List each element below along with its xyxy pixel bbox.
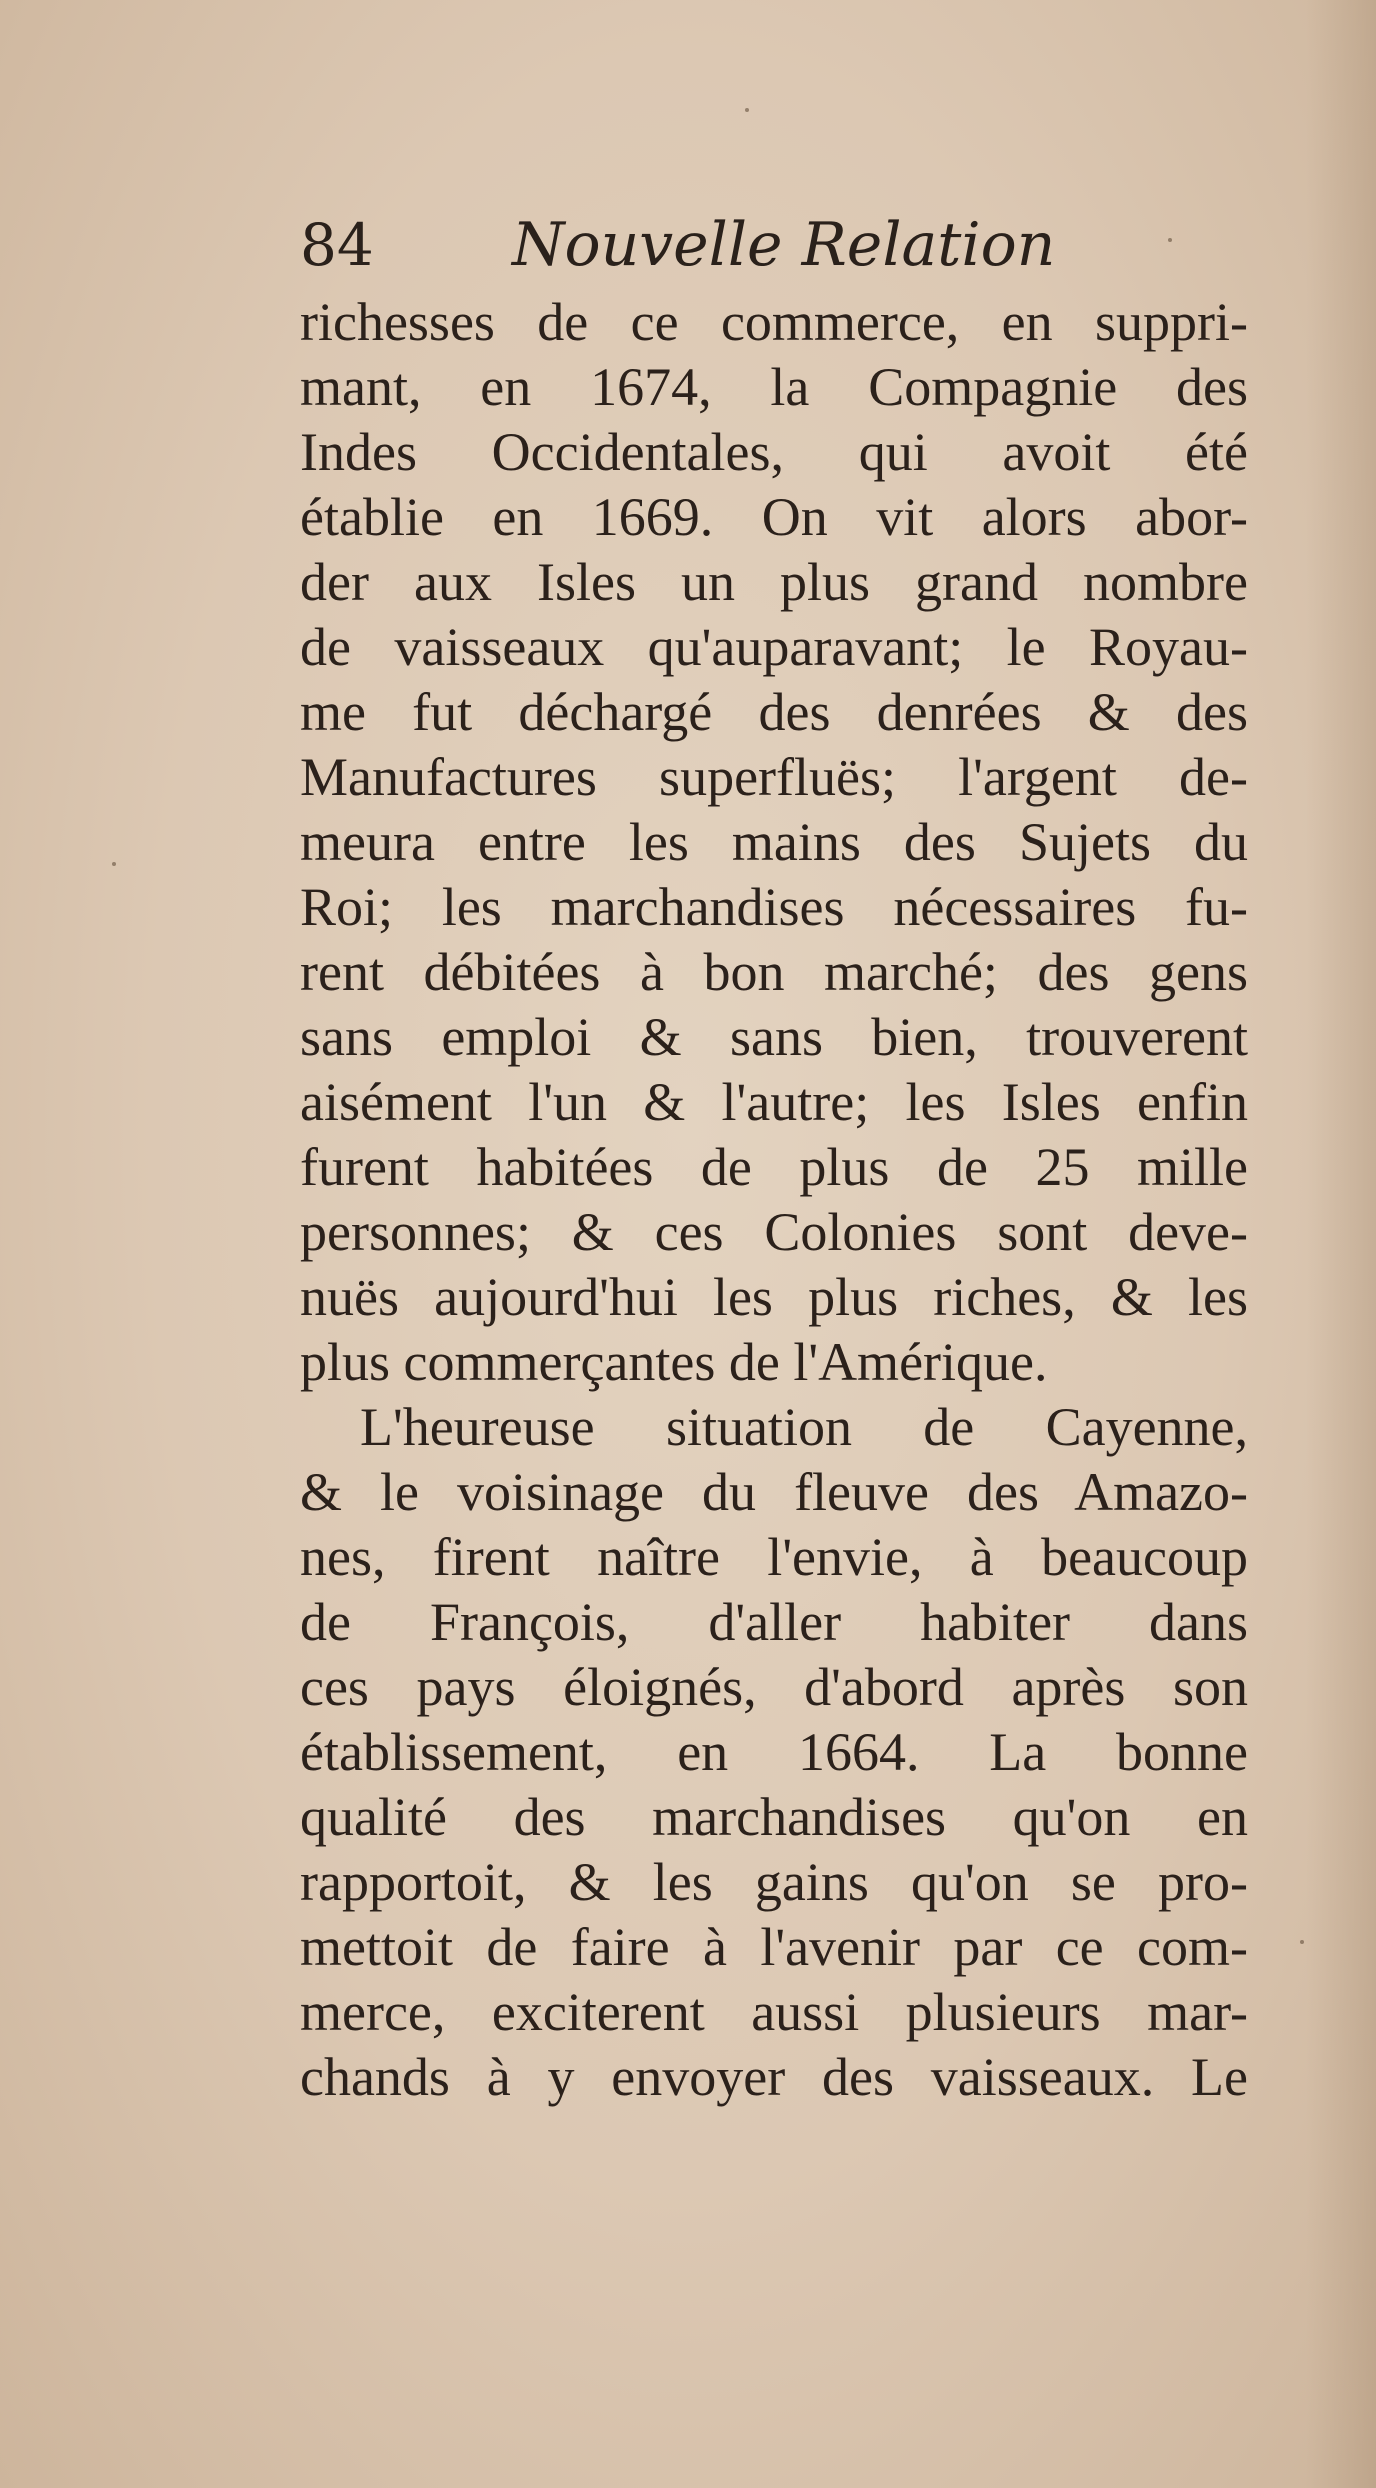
text-line: mant, en 1674, la Compagnie des — [300, 357, 1248, 417]
text-line: établie en 1669. On vit alors abor- — [300, 487, 1248, 547]
text-line: de François, d'aller habiter dans — [300, 1592, 1248, 1652]
text-line: Indes Occidentales, qui avoit été — [300, 422, 1248, 482]
text-line: meura entre les mains des Sujets du — [300, 812, 1248, 872]
text-line: furent habitées de plus de 25 mille — [300, 1137, 1248, 1197]
text-line: richesses de ce commerce, en suppri- — [300, 292, 1248, 352]
text-line: qualité des marchandises qu'on en — [300, 1787, 1248, 1847]
text-line: établissement, en 1664. La bonne — [300, 1722, 1248, 1782]
text-line: rapportoit, & les gains qu'on se pro- — [300, 1852, 1248, 1912]
page-edge-shadow — [1306, 0, 1376, 2488]
page-number: 84 — [300, 211, 374, 279]
text-line: nes, firent naître l'envie, à beaucoup — [300, 1527, 1248, 1587]
text-line: merce, exciterent aussi plusieurs mar- — [300, 1982, 1248, 2042]
text-line: me fut déchargé des denrées & des — [300, 682, 1248, 742]
page-header — [300, 205, 1100, 285]
text-line: de vaisseaux qu'auparavant; le Royau- — [300, 617, 1248, 677]
text-line: rent débitées à bon marché; des gens — [300, 942, 1248, 1002]
running-head: Nouvelle Relation — [512, 210, 1056, 280]
text-line: ces pays éloignés, d'abord après son — [300, 1657, 1248, 1717]
paper-speck — [1168, 238, 1172, 242]
text-line: chands à y envoyer des vaisseaux. Le — [300, 2047, 1248, 2107]
text-line: nuës aujourd'hui les plus riches, & les — [300, 1267, 1248, 1327]
text-line: plus commerçantes de l'Amérique. — [300, 1332, 1048, 1392]
paper-speck — [745, 108, 749, 112]
paper-speck — [112, 862, 116, 866]
text-line: Roi; les marchandises nécessaires fu- — [300, 877, 1248, 937]
text-line: Manufactures superfluës; l'argent de- — [300, 747, 1248, 807]
paper-speck — [1300, 1940, 1304, 1944]
text-line: personnes; & ces Colonies sont deve- — [300, 1202, 1248, 1262]
text-line: der aux Isles un plus grand nombre — [300, 552, 1248, 612]
text-line: mettoit de faire à l'avenir par ce com- — [300, 1917, 1248, 1977]
text-line: sans emploi & sans bien, trouverent — [300, 1007, 1248, 1067]
text-line: aisément l'un & l'autre; les Isles enfin — [300, 1072, 1248, 1132]
text-line: & le voisinage du fleuve des Amazo- — [300, 1462, 1248, 1522]
body-text — [300, 290, 1248, 2110]
text-line: L'heureuse situation de Cayenne, — [360, 1397, 1248, 1457]
